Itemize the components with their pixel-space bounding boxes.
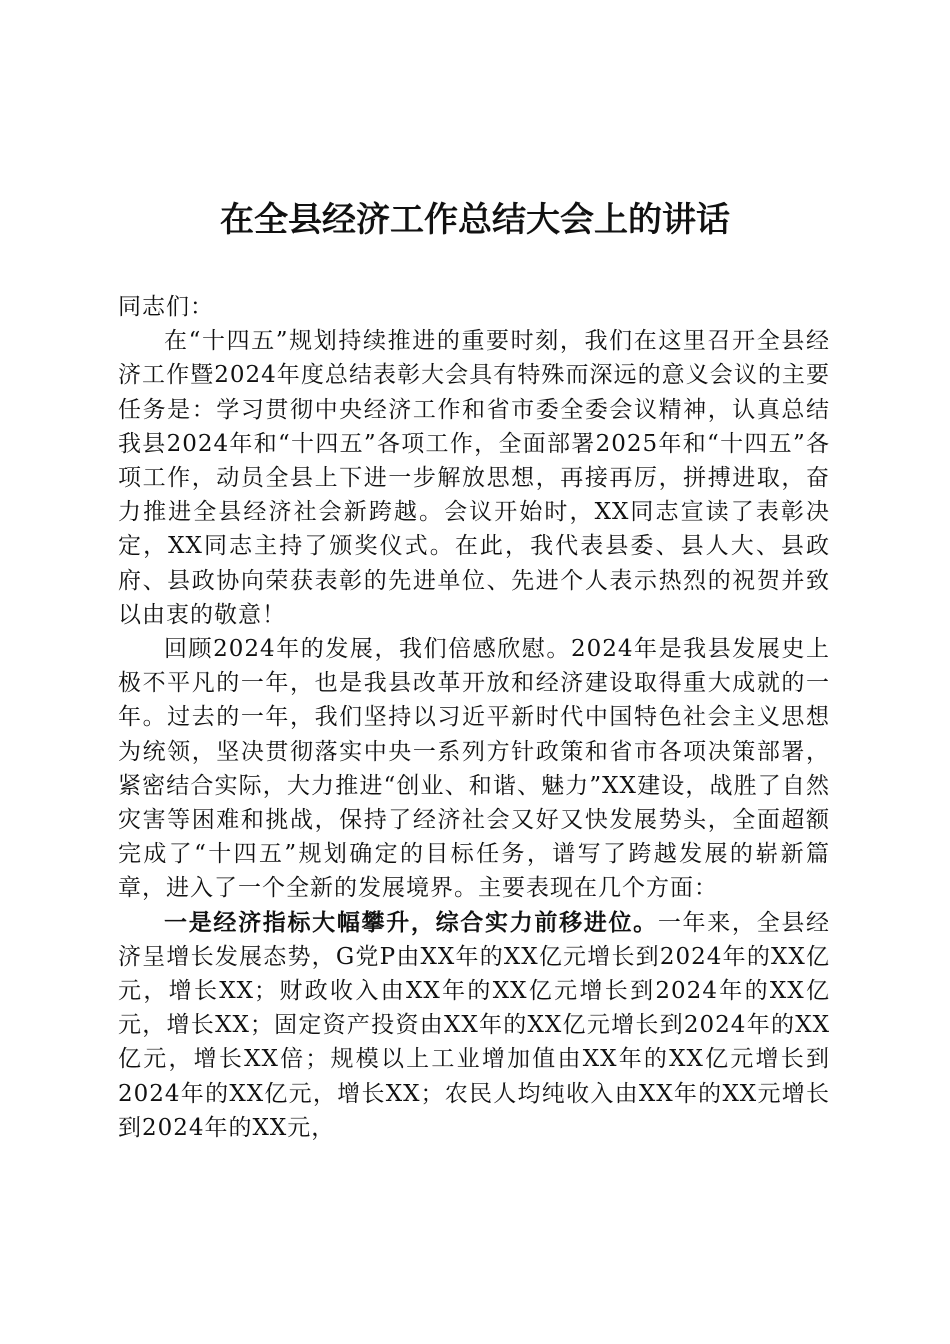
paragraph-opening: [118, 324, 830, 632]
salutation: 同志们：: [118, 294, 214, 320]
paragraph-text: 在“十四五”规划持续推进的重要时刻，我们在这里召开全县经济工作暨2024年度总结表彰大会具有特殊而深远的意义会议的主要任务是：学习贯彻中央经济工作和省市委全委会议精神，认真总结我县2024年和“十四五”各项工作，全面部署2025年和“十四五”各项工作，动员全县上下进一步解放思想，再接再厉，拼搏进取，奋力推进全县经济社会新跨越。会议开始时，XX同志宣读了表彰决定，XX同志主持了颁奖仪式。在此，我代表县委、县人大、县政府、县政协向荣获表彰的先进单位、先进个人表示热烈的祝贺并致以由衷的敬意！: [118, 328, 830, 628]
paragraph-lead-heading: 一是经济指标大幅攀升，综合实力前移进位。: [164, 908, 658, 936]
paragraph-review: [118, 632, 830, 906]
paragraph-text: 回顾2024年的发展，我们倍感欣慰。2024年是我县发展史上极不平凡的一年，也是我县改革开放和经济建设取得重大成就的一年。过去的一年，我们坚持以习近平新时代中国特色社会主义思想为统领，坚决贯彻落实中央一系列方针政策和省市各项决策部署，紧密结合实际，大力推进“创业、和谐、魅力”XX建设，战胜了自然灾害等困难和挑战，保持了经济社会又好又快发展势头，全面超额完成了“十四五”规划确定的目标任务，谱写了跨越发展的崭新篇章，进入了一个全新的发展境界。主要表现在几个方面：: [118, 636, 830, 902]
page-title: 在全县经济工作总结大会上的讲话: [220, 200, 730, 240]
document-body: [118, 290, 830, 1145]
paragraph-economic-indicators: [118, 906, 830, 1145]
paragraph-text: 一年来，全县经济呈增长发展态势，G党P由XX年的XX亿元增长到2024年的XX亿元，增长XX；财政收入由XX年的XX亿元增长到2024年的XX亿元，增长XX；固定资产投资由XX年的XX亿元增长到2024年的XX亿元，增长XX倍；规模以上工业增加值由XX年的XX亿元增长到2024年的XX亿元，增长XX；农民人均纯收入由XX年的XX元增长到2024年的XX元，: [118, 909, 831, 1141]
